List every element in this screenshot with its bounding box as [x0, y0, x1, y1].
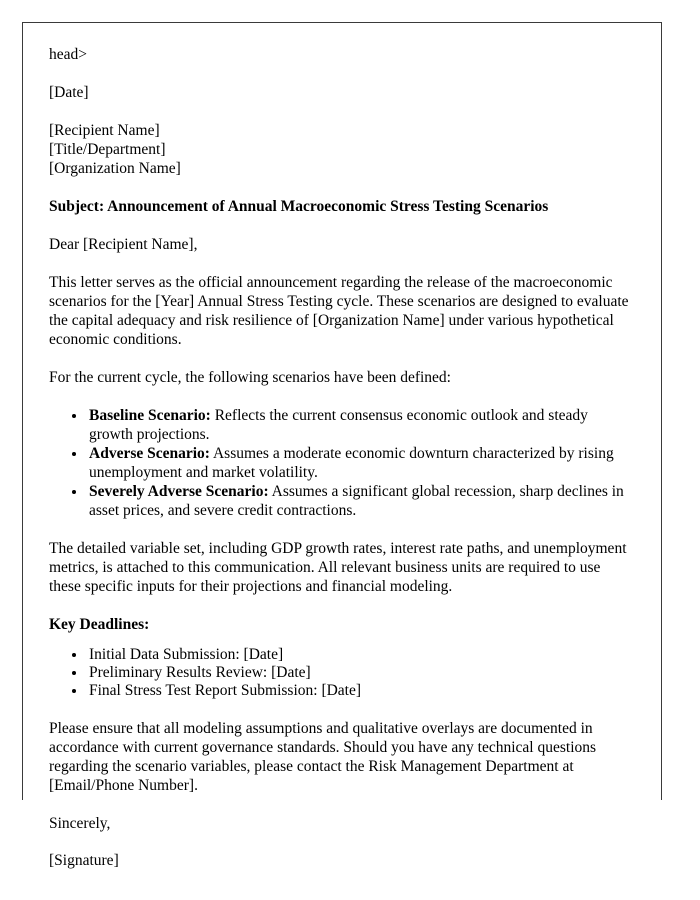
key-deadlines-heading: Key Deadlines:	[49, 616, 150, 633]
deadline-list	[49, 646, 633, 700]
letter-page	[22, 22, 662, 869]
list-item	[87, 406, 633, 444]
scenario-description: Assumes a moderate economic downturn characterized by rising unemployment and market volatility.	[89, 445, 614, 481]
intro-paragraph: This letter serves as the official announcement regarding the release of the macroeconomic scenarios for the [Year] Annual Stress Testing cycle. These scenarios are designed to evaluate the capital adequacy and risk resilience of [Organization Name] under various hypothetical economic conditions.	[49, 274, 629, 348]
list-item	[87, 482, 633, 520]
scenario-label: Baseline Scenario:	[89, 407, 211, 424]
list-item	[87, 444, 633, 482]
recipient-address-block	[49, 121, 633, 178]
list-item: • Initial Data Submission: [Date]	[87, 646, 633, 664]
scenarios-intro-paragraph: For the current cycle, the following scenarios have been defined:	[49, 369, 451, 386]
greeting-line: Dear [Recipient Name],	[49, 236, 198, 253]
recipient-title: [Title/Department]	[49, 141, 166, 158]
variables-paragraph: The detailed variable set, including GDP growth rates, interest rate paths, and unemployment metrics, is attached to this communication. All relevant business units are required to use these specific inputs for their projections and financial modeling.	[49, 540, 627, 595]
governance-paragraph: Please ensure that all modeling assumptions and qualitative overlays are documented in accordance with current governance standards. Should you have any technical questions regarding the scenario variables, please contact the Risk Management Department at [Email/Phone Number].	[49, 720, 597, 794]
scenario-list	[49, 406, 633, 520]
recipient-name: [Recipient Name]	[49, 122, 160, 139]
signature-placeholder: [Signature]	[49, 852, 119, 869]
closing-line: Sincerely,	[49, 815, 111, 832]
stray-html-fragment: head>	[49, 46, 88, 63]
scenario-description: Reflects the current consensus economic outlook and steady growth projections.	[89, 407, 588, 443]
date-placeholder: [Date]	[49, 84, 89, 101]
list-item: • Preliminary Results Review: [Date]	[87, 664, 633, 682]
scenario-label: Adverse Scenario:	[89, 445, 210, 462]
scenario-description: Assumes a significant global recession, sharp declines in asset prices, and severe credit contractions.	[89, 483, 624, 519]
scenario-label: Severely Adverse Scenario:	[89, 483, 269, 500]
subject-line: Subject: Announcement of Annual Macroeconomic Stress Testing Scenarios	[49, 198, 549, 215]
recipient-organization: [Organization Name]	[49, 160, 181, 177]
letter-body	[49, 45, 633, 869]
list-item: • Final Stress Test Report Submission: [Date]	[87, 682, 633, 700]
signature-placeholder-clipped	[49, 852, 633, 869]
